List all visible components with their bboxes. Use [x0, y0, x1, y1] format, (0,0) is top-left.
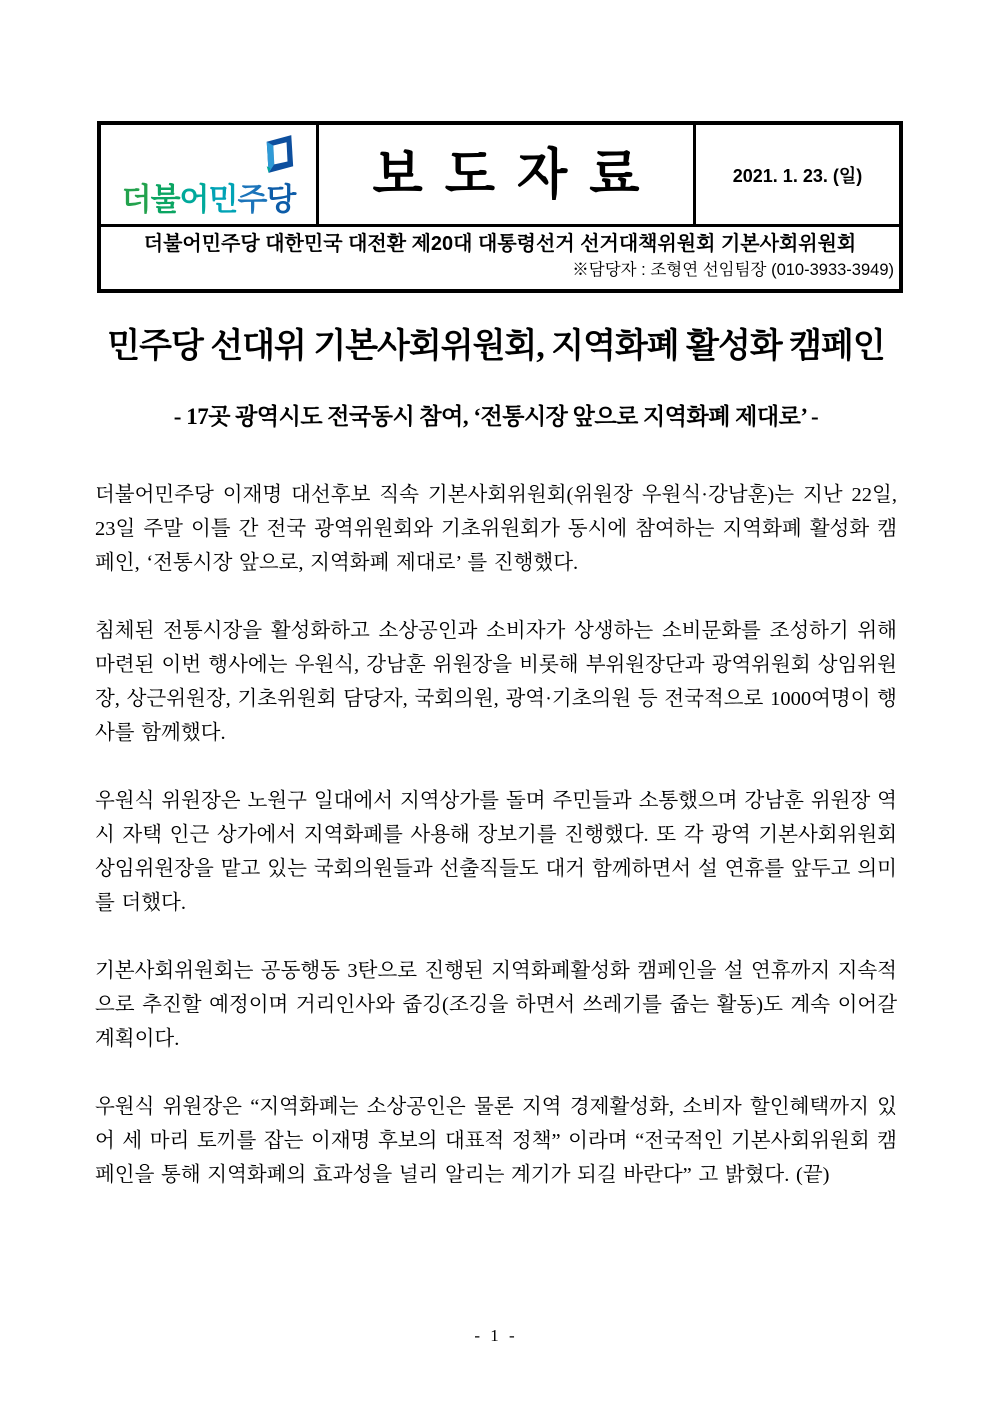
- header-row-bottom: [101, 227, 899, 289]
- body-text: [95, 478, 897, 1226]
- document-subtitle: - 17곳 광역시도 전국동시 참여, ‘전통시장 앞으로 지역화폐 제대로’ -: [173, 404, 819, 429]
- doc-type-cell: [319, 125, 696, 224]
- party-logo-text: 더불어민주당: [121, 182, 296, 217]
- contact-info: ※담당자 : 조형연 선임팀장 (010-3933-3949): [572, 261, 894, 279]
- paragraph-3: 우원식 위원장은 노원구 일대에서 지역상가를 돌며 주민들과 소통했으며 강남훈 위원장 역시 자택 인근 상가에서 지역화폐를 사용해 장보기를 진행했다. 또 각 광역 기본사회위원회 상임위원장을 맡고 있는 국회의원들과 선출직들도 대거 함께하면서 설 연휴를 앞두고 의미를 더했다.: [95, 790, 897, 914]
- doc-type-title: 보도자료: [372, 144, 662, 205]
- page-number: - 1 -: [474, 1326, 518, 1345]
- paragraph-5: 우원식 위원장은 “지역화폐는 소상공인은 물론 지역 경제활성화, 소비자 할인혜택까지 있어 세 마리 토끼를 잡는 이재명 후보의 대표적 정책” 이라며 “전국적인 기본사회위원회 캠페인을 통해 지역화폐의 효과성을 널리 알리는 계기가 되길 바란다” 고 밝혔다. (끝): [95, 1096, 897, 1186]
- party-window-icon: [262, 134, 296, 174]
- paragraph-2: 침체된 전통시장을 활성화하고 소상공인과 소비자가 상생하는 소비문화를 조성하기 위해 마련된 이번 행사에는 우원식, 강남훈 위원장을 비롯해 부위원장단과 광역위원회 상임위원장, 상근위원장, 기초위원회 담당자, 국회의원, 광역·기초의원 등 전국적으로 1000여명이 행사를 함께했다.: [95, 620, 897, 744]
- party-logo-cell: [101, 125, 319, 224]
- paragraph-1: 더불어민주당 이재명 대선후보 직속 기본사회위원회(위원장 우원식·강남훈)는 지난 22일, 23일 주말 이틀 간 전국 광역위원회와 기초위원회가 동시에 참여하는 지역화폐 활성화 캠페인, ‘전통시장 앞으로, 지역화폐 제대로’ 를 진행했다.: [95, 484, 897, 574]
- paragraph-4: 기본사회위원회는 공동행동 3탄으로 진행된 지역화폐활성화 캠페인을 설 연휴까지 지속적으로 추진할 예정이며 거리인사와 줍깅(조깅을 하면서 쓰레기를 줍는 활동)도 계속 이어갈 계획이다.: [95, 960, 897, 1050]
- committee-name: 더불어민주당 대한민국 대전환 제20대 대통령선거 선거대책위원회 기본사회위원회: [143, 233, 857, 255]
- header-table: [97, 121, 903, 293]
- header-row-top: [101, 125, 899, 227]
- release-date: 2021. 1. 23. (일): [732, 165, 863, 186]
- document-title: 민주당 선대위 기본사회위원회, 지역화폐 활성화 캠페인: [107, 328, 885, 365]
